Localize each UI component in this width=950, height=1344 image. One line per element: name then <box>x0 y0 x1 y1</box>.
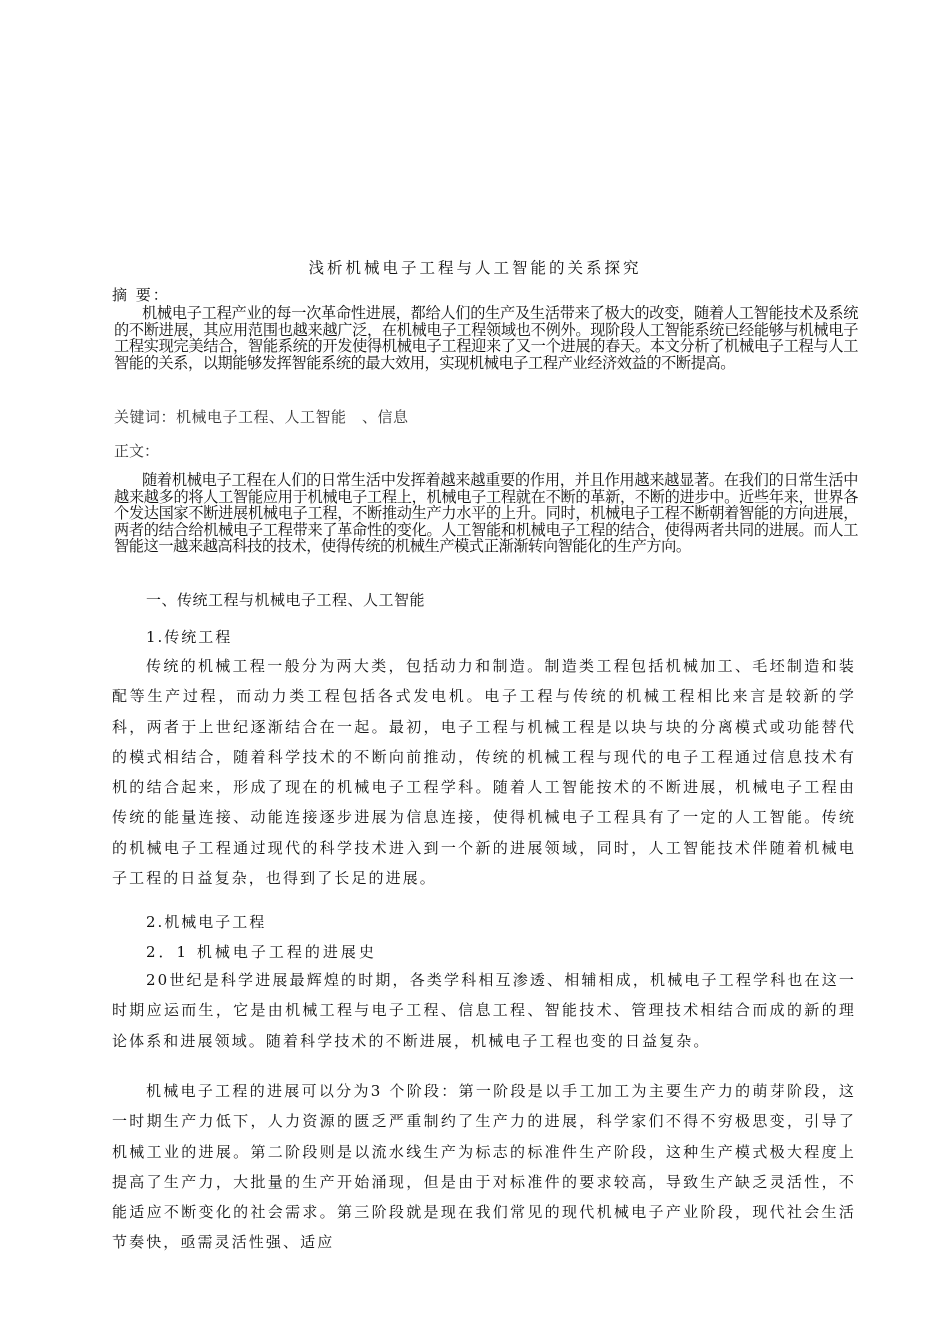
section-1-heading: 一、传统工程与机械电子工程、人工智能 <box>146 591 426 609</box>
paragraph-stages: 机械电子工程的进展可以分为3 个阶段：第一阶段是以手工加工为主要生产力的萌芽阶段，这一时期生产力低下，人力资源的匮乏严重制约了生产力的进展，科学家们不得不穷极思变，引导了机械工业的进展。第二阶段则是以流水线生产为标志的标准件生产阶段，这种生产模式极大程度上提高了生产力，大批量的生产开始涌现，但是由于对标准件的要求较高，导致生产缺乏灵活性，不能适应不断变化的社会需求。第三阶段就是现在我们常见的现代机械电子产业阶段，现代社会生活节奏快，亟需灵活性强、适应 <box>112 1082 856 1252</box>
heading-mechatronics: 2.机械电子工程 <box>146 913 267 931</box>
abstract-label: 摘 要： <box>112 286 170 304</box>
paragraph-traditional-engineering: 传统的机械工程一般分为两大类，包括动力和制造。制造类工程包括机械加工、毛坯制造和装配等生产过程，而动力类工程包括各式发电机。电子工程与传统的机械工程相比来言是较新的学科，两者于上世纪逐渐结合在一起。最初，电子工程与机械工程是以块与块的分离模式或功能替代的模式相结合，随着科学技术的不断向前推动，传统的机械工程与现代的电子工程通过信息技术有机的结合起来，形成了现在的机械电子工程学科。随着人工智能按术的不断进展，机械电子工程由传统的能量连接、动能连接逐步进展为信息连接，使得机械电子工程具有了一定的人工智能。传统的机械电子工程通过现代的科学技术进入到一个新的进展领域，同时，人工智能技术伴随着机械电子工程的日益复杂，也得到了长足的进展。 <box>112 657 856 888</box>
paragraph-history: 20世纪是科学进展最辉煌的时期，各类学科相互渗透、相辅相成，机械电子工程学科也在这一时期应运而生，它是由机械工程与电子工程、信息工程、智能技术、管理技术相结合而成的新的理论体系和进展领域。随着科学技术的不断进展，机械电子工程也变的日益复杂。 <box>112 971 856 1050</box>
heading-mechatronics-history: 2．1 机械电子工程的进展史 <box>146 943 377 961</box>
document-title: 浅析机械电子工程与人工智能的关系探究 <box>308 259 642 277</box>
abstract-paragraph: 机械电子工程产业的每一次革命性进展，都给人们的生产及生活带来了极大的改变，随着人工智能技术及系统的不断进展，其应用范围也越来越广泛，在机械电子工程领域也不例外。现阶段人工智能系统已经能够与机械电子工程实现完美结合，智能系统的开发使得机械电子工程迎来了又一个进展的春天。本文分析了机械电子工程与人工智能的关系，以期能够发挥智能系统的最大效用，实现机械电子工程产业经济效益的不断提高。 <box>114 304 858 372</box>
heading-traditional-engineering: 1.传统工程 <box>146 628 233 646</box>
body-label: 正文： <box>114 442 160 460</box>
keywords-line: 关键词：机械电子工程、人工智能 、信息 <box>114 408 409 426</box>
intro-paragraph: 随着机械电子工程在人们的日常生活中发挥着越来越重要的作用，并且作用越来越显著。在我们的日常生活中越来越多的将人工智能应用于机械电子工程上，机械电子工程就在不断的革新，不断的进步中。近些年来，世界各个发达国家不断进展机械电子工程，不断推动生产力水平的上升。同时，机械电子工程不断朝着智能的方向进展，两者的结合给机械电子工程带来了革命性的变化。人工智能和机械电子工程的结合，使得两者共同的进展。而人工智能这一越来越高科技的技术，使得传统的机械生产模式正渐渐转向智能化的生产方向。 <box>114 471 858 556</box>
